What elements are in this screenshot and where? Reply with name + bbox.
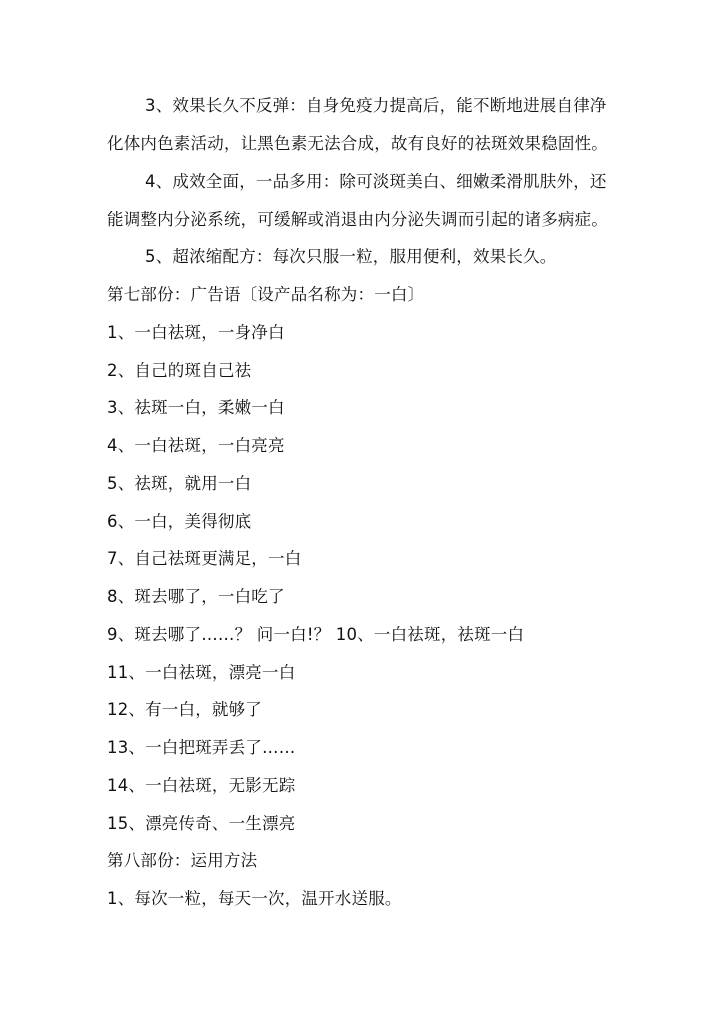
paragraph-line: 3、效果长久不反弹：自身免疫力提高后，能不断地进展自律净	[145, 96, 607, 115]
slogan-item: 13、一白把斑弄丢了……	[107, 738, 296, 757]
section-heading: 第八部份：运用方法	[107, 851, 258, 870]
slogan-item: 12、有一白，就够了	[107, 700, 262, 719]
slogan-item: 15、漂亮传奇、一生漂亮	[107, 814, 296, 833]
slogan-item: 5、祛斑，就用一白	[107, 474, 252, 493]
paragraph-line: 化体内色素活动，让黑色素无法合成，故有良好的祛斑效果稳固性。	[107, 134, 608, 153]
slogan-item: 2、自己的斑自己祛	[107, 361, 252, 380]
slogan-item: 3、祛斑一白，柔嫩一白	[107, 398, 285, 417]
paragraph-line: 能调整内分泌系统，可缓解或消退由内分泌失调而引起的诸多病症。	[107, 210, 608, 229]
slogan-item: 11、一白祛斑，漂亮一白	[107, 663, 296, 682]
slogan-item: 4、一白祛斑，一白亮亮	[107, 436, 285, 455]
paragraph-line: 5、超浓缩配方：每次只服一粒，服用便利，效果长久。	[145, 247, 557, 266]
slogan-item: 6、一白，美得彻底	[107, 512, 252, 531]
slogan-item: 8、斑去哪了，一白吃了	[107, 587, 285, 606]
slogan-item: 9、斑去哪了……？ 问一白!？ 10、一白祛斑，祛斑一白	[107, 625, 525, 644]
slogan-item: 14、一白祛斑，无影无踪	[107, 776, 296, 795]
usage-item: 1、每次一粒，每天一次，温开水送服。	[107, 889, 402, 908]
slogan-item: 7、自己祛斑更满足，一白	[107, 549, 302, 568]
slogan-item: 1、一白祛斑，一身净白	[107, 323, 285, 342]
paragraph-line: 4、成效全面，一品多用：除可淡斑美白、细嫩柔滑肌肤外，还	[145, 172, 607, 191]
section-heading: 第七部份：广告语〔设产品名称为：一白〕	[107, 285, 425, 304]
